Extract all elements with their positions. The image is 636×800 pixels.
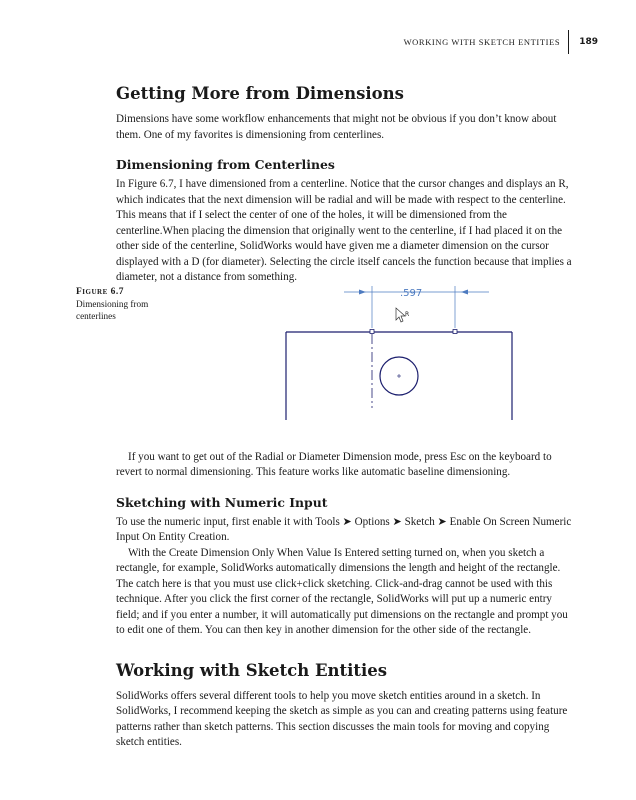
subsection-heading-centerlines: Dimensioning from Centerlines	[116, 157, 335, 172]
figure-caption	[76, 286, 176, 322]
numeric-input-detail-paragraph: With the Create Dimension Only When Value Is Entered setting turned on, when you sketch a rectangle, for example, SolidWorks automatically dimensions the length and height of the rectangle. The catch here is that you must use click+click sketching. Click-and-drag cannot be used with this technique. After you click the first corner of the rectangle, SolidWorks will put up a numeric entry field; and if you enter a number, it will automatically put dimensions on the rectangle and prompt you to edit one of them. You can then key in another dimension for the other side of the rectangle.	[116, 546, 568, 636]
dimension-value: .597	[400, 288, 423, 299]
radial-mode-paragraph: If you want to get out of the Radial or Diameter Dimension mode, press Esc on the keyboard to revert to normal dimensioning. This feature works like automatic baseline dimensioning.	[116, 450, 552, 478]
centerline-endpoint	[370, 330, 374, 334]
figure-sketch	[284, 282, 514, 422]
sketch-entities-paragraph: SolidWorks offers several different tools to help you move sketch entities around in a sketch. In SolidWorks, I recommend keeping the sketch as simple as you can and creating patterns using feature patterns rather than sketch patterns. This section discusses the main tools for moving and copying sketch entities.	[116, 689, 568, 748]
centerlines-paragraph: In Figure 6.7, I have dimensioned from a centerline. Notice that the cursor changes and displays an R, which indicates that the next dimension will be radial and will be made with respect to the centerline. This means that if I select the center of one of the holes, it will be dimensioned from the centerline.When placing the dimension that originally went to the centerline, if I had placed it on the other side of the centerline, SolidWorks would have given me a diameter dimension on the cursor displayed with a D (for diameter). Selecting the circle itself cancels the function because that implies a diameter, not a distance from something.	[116, 178, 572, 283]
figure-title: Dimensioning from centerlines	[76, 299, 149, 321]
section-heading-sketch-entities: Working with Sketch Entities	[116, 660, 388, 680]
numeric-input-paragraph: To use the numeric input, first enable it with Tools ➤ Options ➤ Sketch ➤ Enable On Screen Numeric Input On Entity Creation.	[116, 515, 572, 543]
cursor-radial-indicator: R	[405, 311, 410, 318]
running-title: WORKING WITH SKETCH ENTITIES	[403, 37, 561, 47]
page-number: 189	[579, 37, 598, 47]
dimension-arrow-left	[359, 290, 366, 295]
subsection-heading-numeric-input: Sketching with Numeric Input	[116, 494, 328, 510]
section-heading-dimensions: Getting More from Dimensions	[116, 84, 404, 103]
figure-label: Figure 6.7	[76, 287, 125, 297]
hole-center-endpoint	[453, 330, 457, 334]
running-head	[404, 36, 598, 54]
cursor-arrow-icon	[396, 308, 405, 322]
dimension-arrow-right	[461, 290, 468, 295]
section-intro-paragraph: Dimensions have some workflow enhancements that might not be obvious if you don’t know about them. One of my favorites is dimensioning from centerlines.	[116, 113, 557, 141]
